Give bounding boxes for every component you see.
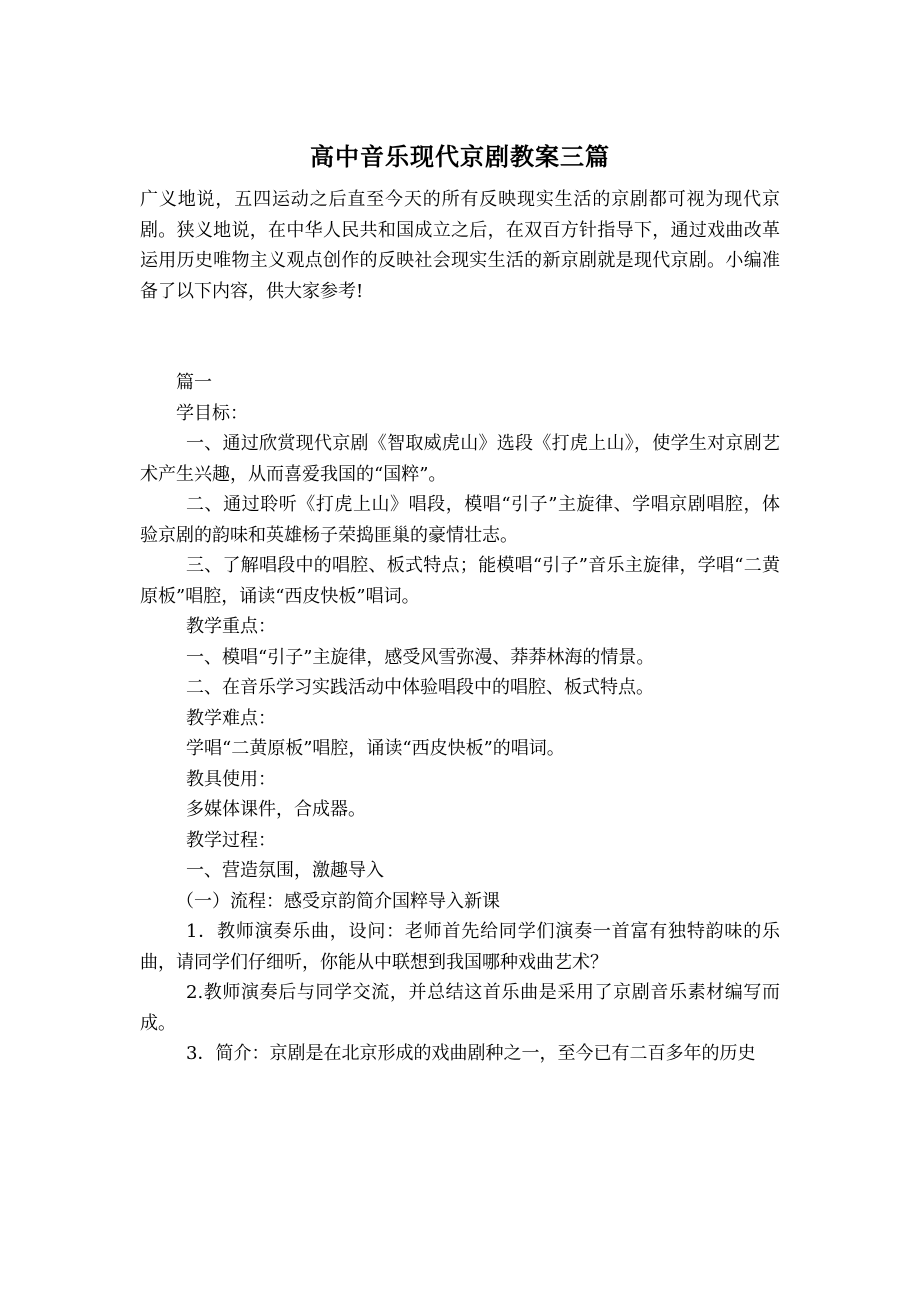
- step-1-item-1: 1．教师演奏乐曲，设问：老师首先给同学们演奏一首富有独特韵味的乐曲，请同学们仔细听，你能从中联想到我国哪种戏曲艺术？: [140, 921, 780, 973]
- document-body: [140, 185, 780, 1070]
- step-1-item-3: 3．简介：京剧是在北京形成的戏曲剧种之一，至今已有二百多年的历史: [186, 1043, 756, 1064]
- step-1: 一、营造氛围，激趣导入: [186, 860, 384, 881]
- difficulty-heading: 教学难点：: [186, 707, 276, 729]
- difficulty-1: 学唱“二黄原板”唱腔，诵读“西皮快板”的唱词。: [186, 738, 565, 759]
- tools-1: 多媒体课件，合成器。: [186, 799, 366, 820]
- key-point-1: 一、模唱“引子”主旋律，感受风雪弥漫、莽莽林海的情景。: [186, 646, 655, 668]
- objective-3: 三、了解唱段中的唱腔、板式特点；能模唱“引子”音乐主旋律，学唱“二黄原板”唱腔，诵读“西皮快板”唱词。: [140, 555, 780, 607]
- intro-paragraph: 广义地说，五四运动之后直至今天的所有反映现实生活的京剧都可视为现代京剧。狭义地说，在中华人民共和国成立之后，在双百方针指导下，通过戏曲改革运用历史唯物主义观点创作的反映社会现实生活的新京剧就是现代京剧。小编准备了以下内容，供大家参考!: [140, 189, 780, 302]
- tools-heading: 教具使用：: [186, 768, 276, 790]
- objectives-heading: 学目标：: [176, 402, 248, 424]
- key-points-heading: 教学重点：: [186, 616, 276, 637]
- objective-1: 一、通过欣赏现代京剧《智取威虎山》选段《打虎上山》，使学生对京剧艺术产生兴趣，从而喜爱我国的“国粹”。: [140, 433, 780, 485]
- step-1-flow: （一）流程：感受京韵简介国粹导入新课: [176, 890, 500, 912]
- key-point-2: 二、在音乐学习实践活动中体验唱段中的唱腔、板式特点。: [186, 677, 654, 698]
- section-label: 篇一: [176, 372, 212, 393]
- process-heading: 教学过程：: [186, 829, 276, 851]
- paragraph-spacer: [140, 307, 780, 368]
- objective-2: 二、通过聆听《打虎上山》唱段，模唱“引子”主旋律、学唱京剧唱腔，体验京剧的韵味和英雄杨子荣捣匪巢的豪情壮志。: [140, 494, 780, 546]
- step-1-item-2: 2.教师演奏后与同学交流，并总结这首乐曲是采用了京剧音乐素材编写而成。: [140, 982, 780, 1034]
- document-title: 高中音乐现代京剧教案三篇: [310, 142, 610, 171]
